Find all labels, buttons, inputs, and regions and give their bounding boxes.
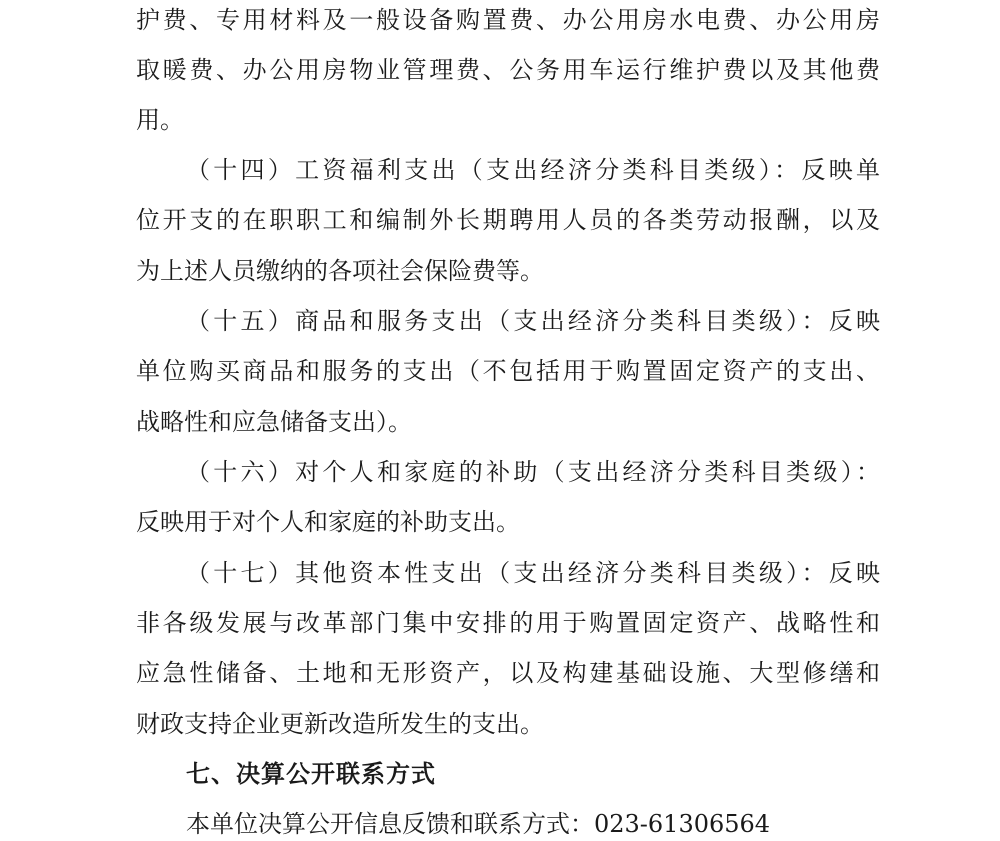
paragraph-line: （十七）其他资本性支出（支出经济分类科目类级）：反映: [186, 559, 880, 587]
paragraph-line: 用。: [136, 106, 184, 134]
paragraph-line: 反映用于对个人和家庭的补助支出。: [136, 508, 520, 536]
paragraph-line: （十五）商品和服务支出（支出经济分类科目类级）：反映: [186, 307, 880, 335]
section-heading: 七、决算公开联系方式: [186, 760, 436, 788]
paragraph-line: 非各级发展与改革部门集中安排的用于购置固定资产、战略性和: [136, 609, 880, 637]
paragraph-line: （十四）工资福利支出（支出经济分类科目类级）：反映单: [186, 156, 880, 184]
paragraph-line: 取暖费、办公用房物业管理费、公务用车运行维护费以及其他费: [136, 56, 880, 84]
paragraph-line: 战略性和应急储备支出）。: [136, 408, 412, 436]
paragraph-line: （十六）对个人和家庭的补助（支出经济分类科目类级）：: [186, 458, 880, 486]
paragraph-line: 为上述人员缴纳的各项社会保险费等。: [136, 257, 544, 285]
paragraph-line: 单位购买商品和服务的支出（不包括用于购置固定资产的支出、: [136, 357, 880, 385]
paragraph-line: 应急性储备、土地和无形资产，以及构建基础设施、大型修缮和: [136, 659, 880, 687]
paragraph-line: 位开支的在职职工和编制外长期聘用人员的各类劳动报酬，以及: [136, 206, 880, 234]
paragraph-line: 护费、专用材料及一般设备购置费、办公用房水电费、办公用房: [136, 6, 880, 34]
contact-line: 本单位决算公开信息反馈和联系方式：023-61306564: [186, 810, 771, 838]
paragraph-line: 财政支持企业更新改造所发生的支出。: [136, 710, 544, 738]
